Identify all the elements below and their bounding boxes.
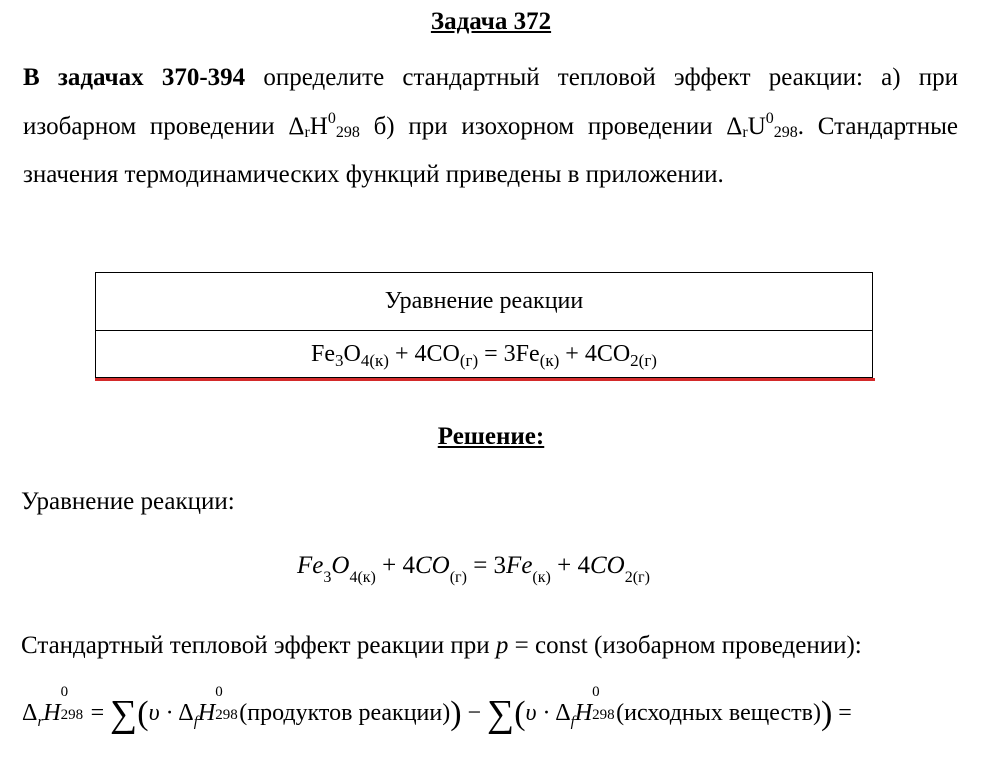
products-text: (продуктов реакции) xyxy=(239,700,451,726)
eq-sub: 3 xyxy=(323,569,332,586)
reaction-table xyxy=(95,272,873,378)
eq-part: = 3Fe xyxy=(478,340,540,367)
eq-part: = 3 xyxy=(466,552,507,579)
sum-symbol: ∑ xyxy=(487,693,515,735)
right-paren: ) xyxy=(450,695,462,732)
sub-298: 298 xyxy=(335,123,360,141)
table-bottom-rule xyxy=(95,378,875,381)
eq-part: + 4 xyxy=(375,552,415,579)
sup-zero: 0 xyxy=(215,684,223,700)
symbol-h: H xyxy=(197,700,216,726)
symbol-nu: υ xyxy=(525,700,537,726)
right-paren: ) xyxy=(820,695,833,732)
eq-part: O xyxy=(343,340,361,367)
problem-lead: В задачах 370-394 xyxy=(23,64,246,91)
eq-part: + 4 xyxy=(550,552,590,579)
minus-sign: − xyxy=(461,700,488,726)
equation-label: Уравнение реакции: xyxy=(21,488,235,515)
eq-part: Fe xyxy=(297,552,324,579)
reaction-table-header: Уравнение реакции xyxy=(96,273,873,331)
sup-zero: 0 xyxy=(327,109,336,127)
statement-text-2: б) при изохорном проведении Δ xyxy=(359,112,743,140)
sub-r: r xyxy=(742,123,748,141)
left-paren: ( xyxy=(514,695,526,732)
sup-zero: 0 xyxy=(592,684,600,700)
symbol-h: H xyxy=(309,112,328,140)
eq-sub: 2(г) xyxy=(624,569,650,586)
index-stack xyxy=(215,684,239,723)
eq-part: + 4CO xyxy=(388,340,460,367)
eq-sub: (к) xyxy=(539,350,560,370)
solution-heading: Решение: xyxy=(437,423,545,450)
statement-text-3: . Стандартные значения термодинамических функций приведены в приложении. xyxy=(23,112,958,188)
sub-298: 298 xyxy=(592,707,615,723)
problem-title: Задача 372 xyxy=(430,8,552,35)
eq-sub: (к) xyxy=(532,569,551,586)
enthalpy-formula xyxy=(22,684,852,735)
eq-sub: (г) xyxy=(449,569,467,586)
eq-part: Fe xyxy=(506,552,533,579)
sub-298: 298 xyxy=(215,707,238,723)
problem-statement xyxy=(23,54,958,200)
eq-part: Fe xyxy=(311,340,336,367)
sub-298: 298 xyxy=(773,123,798,141)
statement-text-1: определите стандартный тепловой эффект реакции: а) при изобарном проведении Δ xyxy=(23,64,958,140)
sub-298: 298 xyxy=(60,707,84,723)
sup-zero: 0 xyxy=(60,684,69,700)
symbol-h: H xyxy=(43,700,61,726)
sub-r: r xyxy=(304,123,310,141)
trailing-equals: = xyxy=(832,700,852,726)
effect-text-b: = const (изобарном проведении): xyxy=(508,632,862,659)
eq-part: O xyxy=(331,552,350,579)
index-stack xyxy=(60,684,85,723)
sup-zero: 0 xyxy=(765,109,774,127)
effect-statement xyxy=(21,632,862,660)
dot-delta: · Δ xyxy=(159,700,194,726)
symbol-h: H xyxy=(574,700,593,726)
delta-symbol: Δ xyxy=(22,700,38,726)
solution-equation xyxy=(297,552,650,586)
index-stack xyxy=(592,684,616,723)
eq-part: + 4CO xyxy=(559,340,631,367)
eq-sub: 4(к) xyxy=(349,569,376,586)
eq-part: CO xyxy=(589,552,625,579)
sub-r: r xyxy=(37,714,44,730)
symbol-nu: υ xyxy=(148,700,160,726)
reactants-text: (исходных веществ) xyxy=(616,700,821,726)
symbol-u: U xyxy=(747,112,766,140)
equals-sign: = xyxy=(84,700,111,726)
eq-part: CO xyxy=(414,552,450,579)
sub-f: f xyxy=(570,714,575,730)
symbol-p: p xyxy=(495,632,509,659)
sub-f: f xyxy=(193,714,198,730)
left-paren: ( xyxy=(137,695,149,732)
dot-delta: · Δ xyxy=(536,700,571,726)
eq-sub: 4(к) xyxy=(360,350,389,370)
eq-sub: 2(г) xyxy=(630,350,657,370)
eq-sub: 3 xyxy=(335,350,344,370)
reaction-table-equation xyxy=(96,331,873,378)
eq-sub: (г) xyxy=(459,350,479,370)
sum-symbol: ∑ xyxy=(110,693,138,735)
effect-text-a: Стандартный тепловой эффект реакции при xyxy=(21,632,496,659)
